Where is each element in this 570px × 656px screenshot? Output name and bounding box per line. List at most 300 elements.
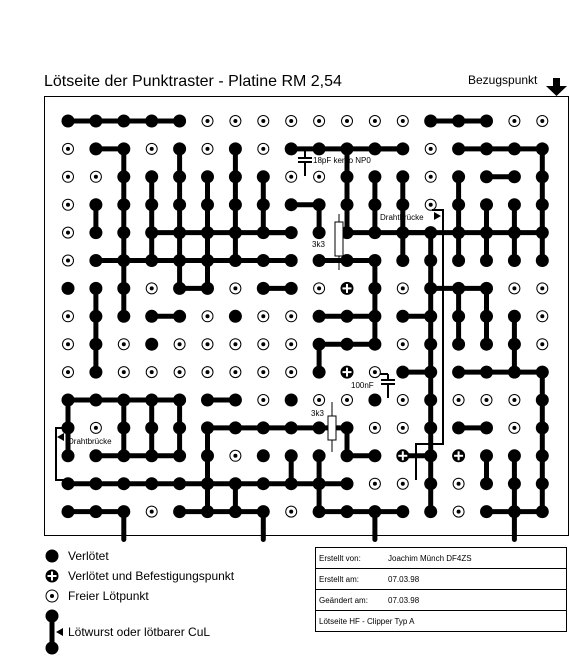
soldered-pad	[145, 449, 158, 462]
free-pad	[258, 367, 269, 378]
free-pad	[146, 506, 157, 517]
free-pad	[286, 311, 297, 322]
soldered-pad	[201, 505, 214, 518]
soldered-pad	[117, 170, 130, 183]
free-pad	[174, 367, 185, 378]
soldered-pad	[508, 449, 521, 462]
soldered-pad	[229, 254, 242, 267]
free-pad	[63, 311, 74, 322]
soldered-pad	[89, 310, 102, 323]
soldered-pad	[257, 170, 270, 183]
soldered-pad	[117, 226, 130, 239]
soldered-pad	[89, 477, 102, 490]
free-pad	[425, 143, 436, 154]
created-by-label: Erstellt von:	[316, 548, 386, 569]
free-pad	[286, 339, 297, 350]
soldered-pad	[341, 477, 354, 490]
soldered-pad	[145, 477, 158, 490]
free-pad	[63, 199, 74, 210]
title-block-row	[316, 569, 567, 590]
label-res-top: 3k3	[312, 240, 325, 249]
legend-solid-pad-label: Verlötet	[68, 549, 109, 563]
free-pad	[314, 116, 325, 127]
soldered-pad	[536, 226, 549, 239]
soldered-pad	[341, 170, 354, 183]
soldered-pad	[396, 254, 409, 267]
free-pad	[397, 478, 408, 489]
free-pad	[537, 339, 548, 350]
soldered-pad	[452, 226, 465, 239]
soldered-pad	[173, 394, 186, 407]
soldered-pad	[257, 449, 270, 462]
soldered-pad	[62, 394, 75, 407]
soldered-pad	[424, 394, 437, 407]
soldered-pad	[452, 115, 465, 128]
soldered-pad	[396, 170, 409, 183]
free-pad	[453, 395, 464, 406]
free-pad	[258, 116, 269, 127]
soldered-pad	[536, 394, 549, 407]
board-description: Lötseite HF - Clipper Typ A	[319, 616, 415, 626]
free-pad	[90, 422, 101, 433]
soldered-pad	[480, 505, 493, 518]
free-pad	[537, 283, 548, 294]
soldered-pad	[257, 282, 270, 295]
free-pad	[397, 116, 408, 127]
mounting-pad	[341, 366, 354, 379]
soldered-pad	[145, 421, 158, 434]
free-pad	[314, 395, 325, 406]
soldered-pad	[424, 477, 437, 490]
soldered-pad	[508, 142, 521, 155]
soldered-pad	[368, 338, 381, 351]
modified-on-value: 07.03.98	[385, 590, 567, 611]
soldered-pad	[508, 366, 521, 379]
title-block-row	[316, 548, 567, 569]
soldered-pad	[536, 254, 549, 267]
free-pad	[258, 339, 269, 350]
free-pad	[286, 116, 297, 127]
soldered-pad	[257, 254, 270, 267]
soldered-pad	[452, 254, 465, 267]
free-pad	[537, 311, 548, 322]
soldered-pad	[201, 394, 214, 407]
title-block-row	[316, 590, 567, 611]
soldered-pad	[480, 477, 493, 490]
soldered-pad	[117, 505, 130, 518]
soldered-pad	[508, 505, 521, 518]
label-cap-top: 18pF kerko NP0	[313, 156, 371, 165]
soldered-pad	[62, 505, 75, 518]
soldered-pad	[173, 142, 186, 155]
soldered-pad	[201, 226, 214, 239]
soldered-pad	[285, 394, 298, 407]
legend-plus-pad-label: Verlötet und Befestigungspunkt	[68, 569, 235, 583]
free-pad	[537, 116, 548, 127]
free-pad	[369, 422, 380, 433]
soldered-pad	[396, 226, 409, 239]
soldered-pad	[145, 394, 158, 407]
free-pad	[342, 116, 353, 127]
free-pad	[369, 367, 380, 378]
soldered-pad	[117, 282, 130, 295]
soldered-pad	[313, 505, 326, 518]
soldered-pad	[285, 282, 298, 295]
created-on-value: 07.03.98	[385, 569, 567, 590]
soldered-pad	[508, 170, 521, 183]
soldered-pad	[508, 338, 521, 351]
free-pad	[397, 339, 408, 350]
title-block-row	[316, 611, 567, 632]
free-pad	[397, 283, 408, 294]
soldered-pad	[480, 338, 493, 351]
soldered-pad	[285, 477, 298, 490]
soldered-pad	[145, 310, 158, 323]
soldered-pad	[117, 115, 130, 128]
free-pad	[286, 171, 297, 182]
soldered-pad	[89, 142, 102, 155]
soldered-pad	[285, 226, 298, 239]
soldered-pad	[201, 477, 214, 490]
soldered-pad	[201, 198, 214, 211]
soldered-pad	[201, 421, 214, 434]
soldered-pad	[145, 254, 158, 267]
capacitor-18pf	[298, 148, 312, 176]
label-bridge-right: Drahtbrücke	[380, 213, 424, 222]
soldered-pad	[424, 449, 437, 462]
soldered-pad	[229, 198, 242, 211]
soldered-pad	[229, 477, 242, 490]
soldered-pad	[480, 282, 493, 295]
soldered-pad	[508, 226, 521, 239]
free-pad	[453, 506, 464, 517]
free-pad	[286, 367, 297, 378]
soldered-pad	[89, 226, 102, 239]
mounting-pad	[452, 449, 465, 462]
soldered-pad	[62, 115, 75, 128]
soldered-pad	[424, 254, 437, 267]
soldered-pad	[341, 338, 354, 351]
soldered-pad	[424, 421, 437, 434]
soldered-pad	[536, 366, 549, 379]
soldered-pad	[424, 310, 437, 323]
soldered-pad	[173, 198, 186, 211]
modified-on-label: Geändert am:	[316, 590, 386, 611]
soldered-pad	[285, 449, 298, 462]
soldered-pad	[480, 198, 493, 211]
soldered-pad	[536, 142, 549, 155]
soldered-pad	[341, 198, 354, 211]
soldered-pad	[89, 282, 102, 295]
free-pad	[369, 116, 380, 127]
soldered-pad	[368, 254, 381, 267]
soldered-pad	[480, 254, 493, 267]
soldered-pad	[173, 505, 186, 518]
free-pad	[453, 478, 464, 489]
soldered-pad	[229, 226, 242, 239]
soldered-pad	[117, 421, 130, 434]
soldered-pad	[117, 254, 130, 267]
soldered-pad	[480, 170, 493, 183]
free-pad	[509, 422, 520, 433]
soldered-pad	[313, 338, 326, 351]
soldered-pad	[424, 115, 437, 128]
soldered-pad	[62, 449, 75, 462]
soldered-pad	[368, 226, 381, 239]
soldered-pad	[536, 449, 549, 462]
soldered-pad	[536, 477, 549, 490]
free-pad	[174, 339, 185, 350]
soldered-pad	[341, 421, 354, 434]
soldered-pad	[89, 394, 102, 407]
soldered-pad	[480, 142, 493, 155]
soldered-pad	[89, 366, 102, 379]
free-pad	[63, 255, 74, 266]
soldered-pad	[368, 449, 381, 462]
soldered-pad	[285, 198, 298, 211]
soldered-pad	[536, 198, 549, 211]
soldered-pad	[341, 449, 354, 462]
free-pad	[509, 395, 520, 406]
soldered-pad	[117, 310, 130, 323]
free-pad	[202, 116, 213, 127]
soldered-pad	[257, 198, 270, 211]
free-pad	[481, 395, 492, 406]
soldered-pad	[145, 170, 158, 183]
free-pad	[342, 395, 353, 406]
soldered-pad	[257, 505, 270, 518]
soldered-pad	[508, 198, 521, 211]
soldered-pad	[452, 310, 465, 323]
page-title: Lötseite der Punktraster - Platine RM 2,54	[44, 73, 342, 90]
soldered-pad	[368, 505, 381, 518]
legend-solid-pad-icon	[46, 550, 59, 563]
created-by-value: Joachim Münch DF4ZS	[385, 548, 567, 569]
free-pad	[63, 227, 74, 238]
free-pad	[146, 283, 157, 294]
free-pad	[425, 199, 436, 210]
soldered-pad	[173, 421, 186, 434]
capacitor-100nf	[380, 374, 395, 398]
soldered-pad	[145, 198, 158, 211]
free-pad	[63, 367, 74, 378]
soldered-pad	[117, 198, 130, 211]
title-block	[315, 547, 567, 632]
soldered-pad	[452, 282, 465, 295]
soldered-pad	[173, 449, 186, 462]
reference-arrow-icon	[546, 78, 567, 96]
free-pad	[369, 478, 380, 489]
soldered-pad	[536, 421, 549, 434]
free-pad	[118, 339, 129, 350]
soldered-pad	[229, 421, 242, 434]
soldered-pad	[480, 366, 493, 379]
legend-trace-icon	[46, 610, 64, 655]
soldered-pad	[368, 198, 381, 211]
soldered-pad	[117, 449, 130, 462]
soldered-pad	[424, 505, 437, 518]
free-pad	[397, 395, 408, 406]
label-res-bottom: 3k3	[311, 409, 324, 418]
soldered-pad	[424, 226, 437, 239]
soldered-pad	[480, 115, 493, 128]
soldered-pad	[145, 226, 158, 239]
soldered-pad	[313, 254, 326, 267]
soldered-pad	[89, 505, 102, 518]
soldered-pad	[89, 115, 102, 128]
soldered-pad	[117, 394, 130, 407]
free-pad	[509, 283, 520, 294]
soldered-pad	[452, 198, 465, 211]
soldered-pad	[313, 198, 326, 211]
soldered-pad	[396, 505, 409, 518]
soldered-pad	[89, 254, 102, 267]
free-pad	[230, 367, 241, 378]
soldered-pad	[201, 449, 214, 462]
soldered-pad	[257, 421, 270, 434]
soldered-pad	[229, 505, 242, 518]
soldered-pad	[424, 366, 437, 379]
soldered-pad	[173, 170, 186, 183]
soldered-pad	[173, 226, 186, 239]
legend-trace-label: Lötwurst oder lötbarer CuL	[68, 625, 211, 639]
label-bridge-left: Drahtbrücke	[68, 437, 112, 446]
soldered-pad	[424, 338, 437, 351]
soldered-pad	[452, 142, 465, 155]
soldered-pad	[368, 170, 381, 183]
free-pad	[314, 283, 325, 294]
free-pad	[90, 171, 101, 182]
soldered-pad	[341, 142, 354, 155]
mounting-pad	[341, 282, 354, 295]
soldered-pad	[313, 421, 326, 434]
soldered-pad	[508, 254, 521, 267]
soldered-pad	[313, 310, 326, 323]
free-pad	[202, 339, 213, 350]
soldered-pad	[313, 477, 326, 490]
free-pad	[314, 171, 325, 182]
free-pad	[230, 116, 241, 127]
free-pad	[63, 339, 74, 350]
soldered-pad	[452, 366, 465, 379]
label-cap-mid: 100nF	[351, 381, 374, 390]
soldered-pad	[341, 505, 354, 518]
resistor-3k3-bottom	[328, 402, 336, 452]
free-pad	[286, 506, 297, 517]
soldered-pad	[452, 421, 465, 434]
soldered-pad	[201, 254, 214, 267]
soldered-pad	[536, 505, 549, 518]
soldered-pad	[480, 421, 493, 434]
soldered-pad	[396, 198, 409, 211]
soldered-pad	[89, 449, 102, 462]
free-pad	[397, 422, 408, 433]
soldered-pad	[452, 338, 465, 351]
soldered-pad	[508, 310, 521, 323]
soldered-pad	[173, 115, 186, 128]
soldered-pad	[229, 310, 242, 323]
soldered-pad	[313, 366, 326, 379]
soldered-pad	[285, 254, 298, 267]
soldered-pad	[173, 310, 186, 323]
soldered-pad	[341, 310, 354, 323]
free-pad	[202, 311, 213, 322]
soldered-pad	[62, 282, 75, 295]
free-pad	[63, 171, 74, 182]
solder-traces	[68, 121, 542, 540]
soldered-pad	[368, 310, 381, 323]
soldered-pad	[117, 477, 130, 490]
free-pad	[146, 367, 157, 378]
soldered-pad	[452, 170, 465, 183]
soldered-pad	[508, 477, 521, 490]
free-pad	[63, 143, 74, 154]
soldered-pad	[480, 449, 493, 462]
soldered-pad	[313, 226, 326, 239]
free-pad	[202, 367, 213, 378]
soldered-pad	[396, 142, 409, 155]
soldered-pad	[229, 394, 242, 407]
soldered-pad	[201, 282, 214, 295]
soldered-pad	[229, 170, 242, 183]
legend-plus-pad-icon	[46, 570, 59, 583]
free-pad	[425, 171, 436, 182]
legend-symbols	[46, 550, 64, 655]
legend-free-pad-label: Freier Lötpunkt	[68, 589, 149, 603]
soldered-pad	[285, 421, 298, 434]
free-pad	[509, 116, 520, 127]
created-on-label: Erstellt am:	[316, 569, 386, 590]
soldered-pad	[229, 142, 242, 155]
soldered-pad	[257, 226, 270, 239]
free-pad	[258, 143, 269, 154]
free-pad	[118, 367, 129, 378]
soldered-pad	[424, 282, 437, 295]
soldered-pad	[173, 254, 186, 267]
soldered-pad	[368, 394, 381, 407]
reference-point-label: Bezugspunkt	[468, 73, 538, 87]
soldered-pad	[480, 226, 493, 239]
soldered-pad	[117, 142, 130, 155]
soldered-pad	[145, 338, 158, 351]
free-pad	[258, 395, 269, 406]
soldered-pad	[89, 198, 102, 211]
free-pad	[230, 450, 241, 461]
soldered-pad	[89, 338, 102, 351]
free-pad	[146, 143, 157, 154]
soldered-pad	[201, 170, 214, 183]
soldered-pad	[396, 366, 409, 379]
free-pad	[230, 283, 241, 294]
soldered-pad	[173, 477, 186, 490]
soldered-pad	[285, 142, 298, 155]
soldered-pad	[173, 282, 186, 295]
soldered-pad	[313, 449, 326, 462]
legend-free-pad-icon	[46, 590, 58, 602]
soldered-pad	[368, 282, 381, 295]
soldered-pad	[368, 142, 381, 155]
soldered-pad	[145, 115, 158, 128]
soldered-pad	[257, 477, 270, 490]
mounting-pad	[396, 449, 409, 462]
free-pad	[230, 339, 241, 350]
soldered-pad	[396, 310, 409, 323]
free-pad	[202, 143, 213, 154]
soldered-pad	[536, 170, 549, 183]
free-pad	[258, 311, 269, 322]
soldered-pad	[313, 142, 326, 155]
soldered-pad	[480, 310, 493, 323]
